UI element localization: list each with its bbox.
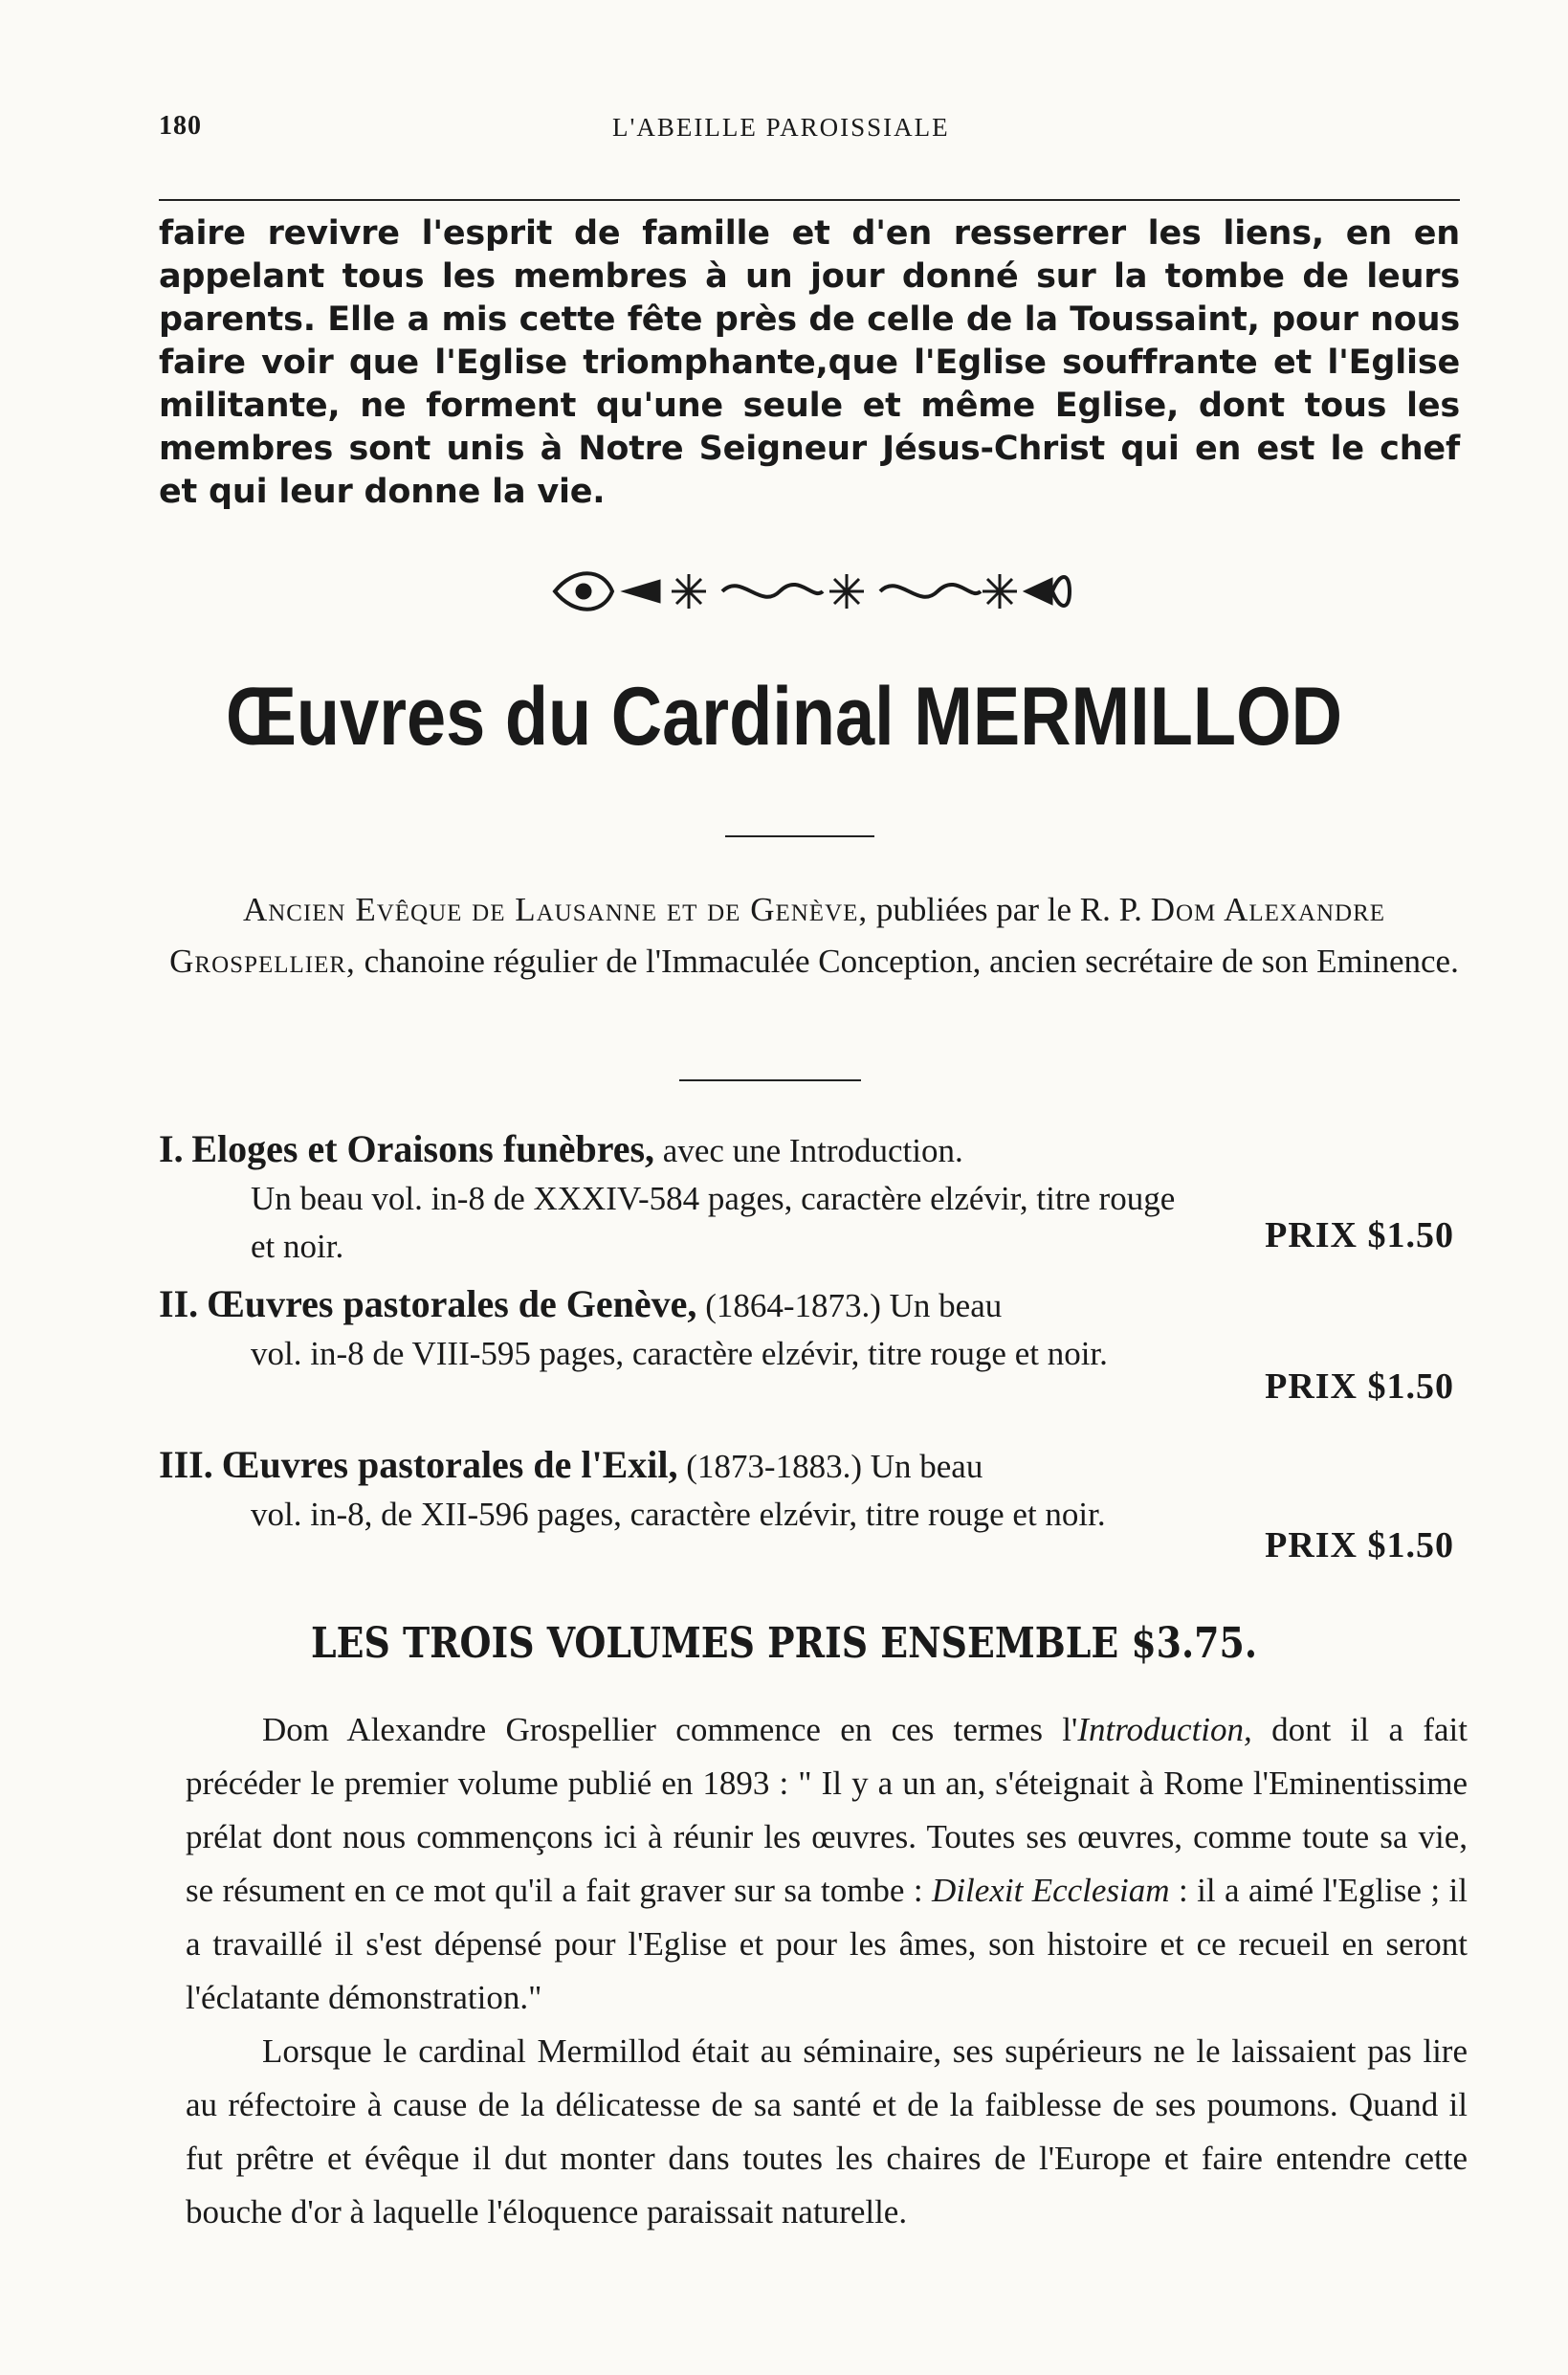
decorative-ornament (536, 563, 1071, 620)
bundle-price: LES TROIS VOLUMES PRIS ENSEMBLE $3.75. (311, 1619, 1257, 1668)
p1-text-c: dont il a fait précéder le premier volume publié en 1893 : " Il y a un an, s'éteignait à Rome l'Eminentissime prélat dont nous commençons ici à réunir les œuvres. Toutes ses œuvres, comme toute sa vie, se résument en ce mot qu'il a fait graver sur sa tombe : (186, 1711, 1468, 1909)
p1-italic-introduction: Introduction, (1077, 1711, 1252, 1748)
entry-2 (159, 1280, 1469, 1407)
entry-price: PRIX $1.50 (1265, 1525, 1454, 1565)
entry-1 (159, 1125, 1469, 1271)
entry-details: vol. in-8, de XII-596 pages, caractère elzévir, titre rouge et noir. (251, 1496, 1106, 1533)
subtitle-rule (679, 1079, 861, 1081)
entry-details: vol. in-8 de VIII-595 pages, caractère elzévir, titre rouge et noir. (251, 1335, 1108, 1372)
title-rule (725, 835, 874, 837)
subtitle-author-role: Ancien Evêque de Lausanne et de Genève, (242, 891, 869, 928)
entry-numeral: II. (159, 1282, 199, 1325)
entry-rest: (1864-1873.) Un beau (696, 1287, 1003, 1324)
paragraph-1 (186, 1703, 1468, 2025)
subtitle (168, 884, 1460, 988)
entry-title: Œuvres pastorales de Genève, (206, 1282, 697, 1325)
entry-rest: avec une Introduction. (654, 1132, 963, 1169)
entry-price: PRIX $1.50 (1265, 1215, 1454, 1255)
paragraph-2: Lorsque le cardinal Mermillod était au séminaire, ses supérieurs ne le laissaient pas lire au réfectoire à cause de la délicatesse de sa santé et de la faiblesse de ses poumons. Quand il fut prêtre et évêque il dut monter dans toutes les chaires de l'Europe et faire entendre cette bouche d'or à laquelle l'éloquence paraissait naturelle. (186, 2032, 1468, 2231)
p1-text-a: Dom Alexandre Grospellier commence en ces termes l' (262, 1711, 1078, 1748)
header-rule (159, 199, 1460, 201)
entry-numeral: III. (159, 1443, 213, 1486)
p1-italic-motto: Dilexit Ecclesiam (932, 1872, 1170, 1909)
subtitle-text-2: chanoine régulier de l'Immaculée Conception, ancien secrétaire de son Eminence. (355, 943, 1459, 980)
entry-title: Œuvres pastorales de l'Exil, (221, 1443, 678, 1486)
entry-title: Eloges et Oraisons funèbres, (191, 1127, 655, 1170)
p1-text-e: : il a aimé l'Eglise ; il a travaillé il s'est dépensé pour l'Eglise et pour les âmes, son histoire et ce recueil en seront l'éclatante démonstration." (186, 1872, 1468, 2016)
page-title: Œuvres du Cardinal MERMILLOD (225, 671, 1343, 763)
entry-rest: (1873-1883.) Un beau (677, 1448, 983, 1485)
entry-price: PRIX $1.50 (1265, 1366, 1454, 1407)
intro-paragraph: faire revivre l'esprit de famille et d'en resserrer les liens, en en appelant tous les membres à un jour donné sur la tombe de leurs parents. Elle a mis cette fête près de celle de la Toussaint, pour nous faire voir que l'Eglise triomphante,que l'Eglise souffrante et l'Eglise militante, ne forment qu'une seule et même Eglise, dont tous les membres sont unis à Notre Seigneur Jésus-Christ qui en est le chef et qui leur donne la vie. (159, 214, 1460, 511)
subtitle-text-1: publiées par le R. P. (868, 891, 1151, 928)
entry-numeral: I. (159, 1127, 184, 1170)
body-text (186, 1703, 1468, 2239)
subtitle-editor: Dom Alexandre Grospellier, (169, 891, 1386, 980)
page-number: 180 (159, 111, 202, 141)
running-title: L'ABEILLE PAROISSIALE (612, 113, 950, 142)
entry-details: Un beau vol. in-8 de XXXIV-584 pages, caractère elzévir, titre rouge et noir. (251, 1180, 1176, 1265)
entry-3 (159, 1441, 1469, 1565)
